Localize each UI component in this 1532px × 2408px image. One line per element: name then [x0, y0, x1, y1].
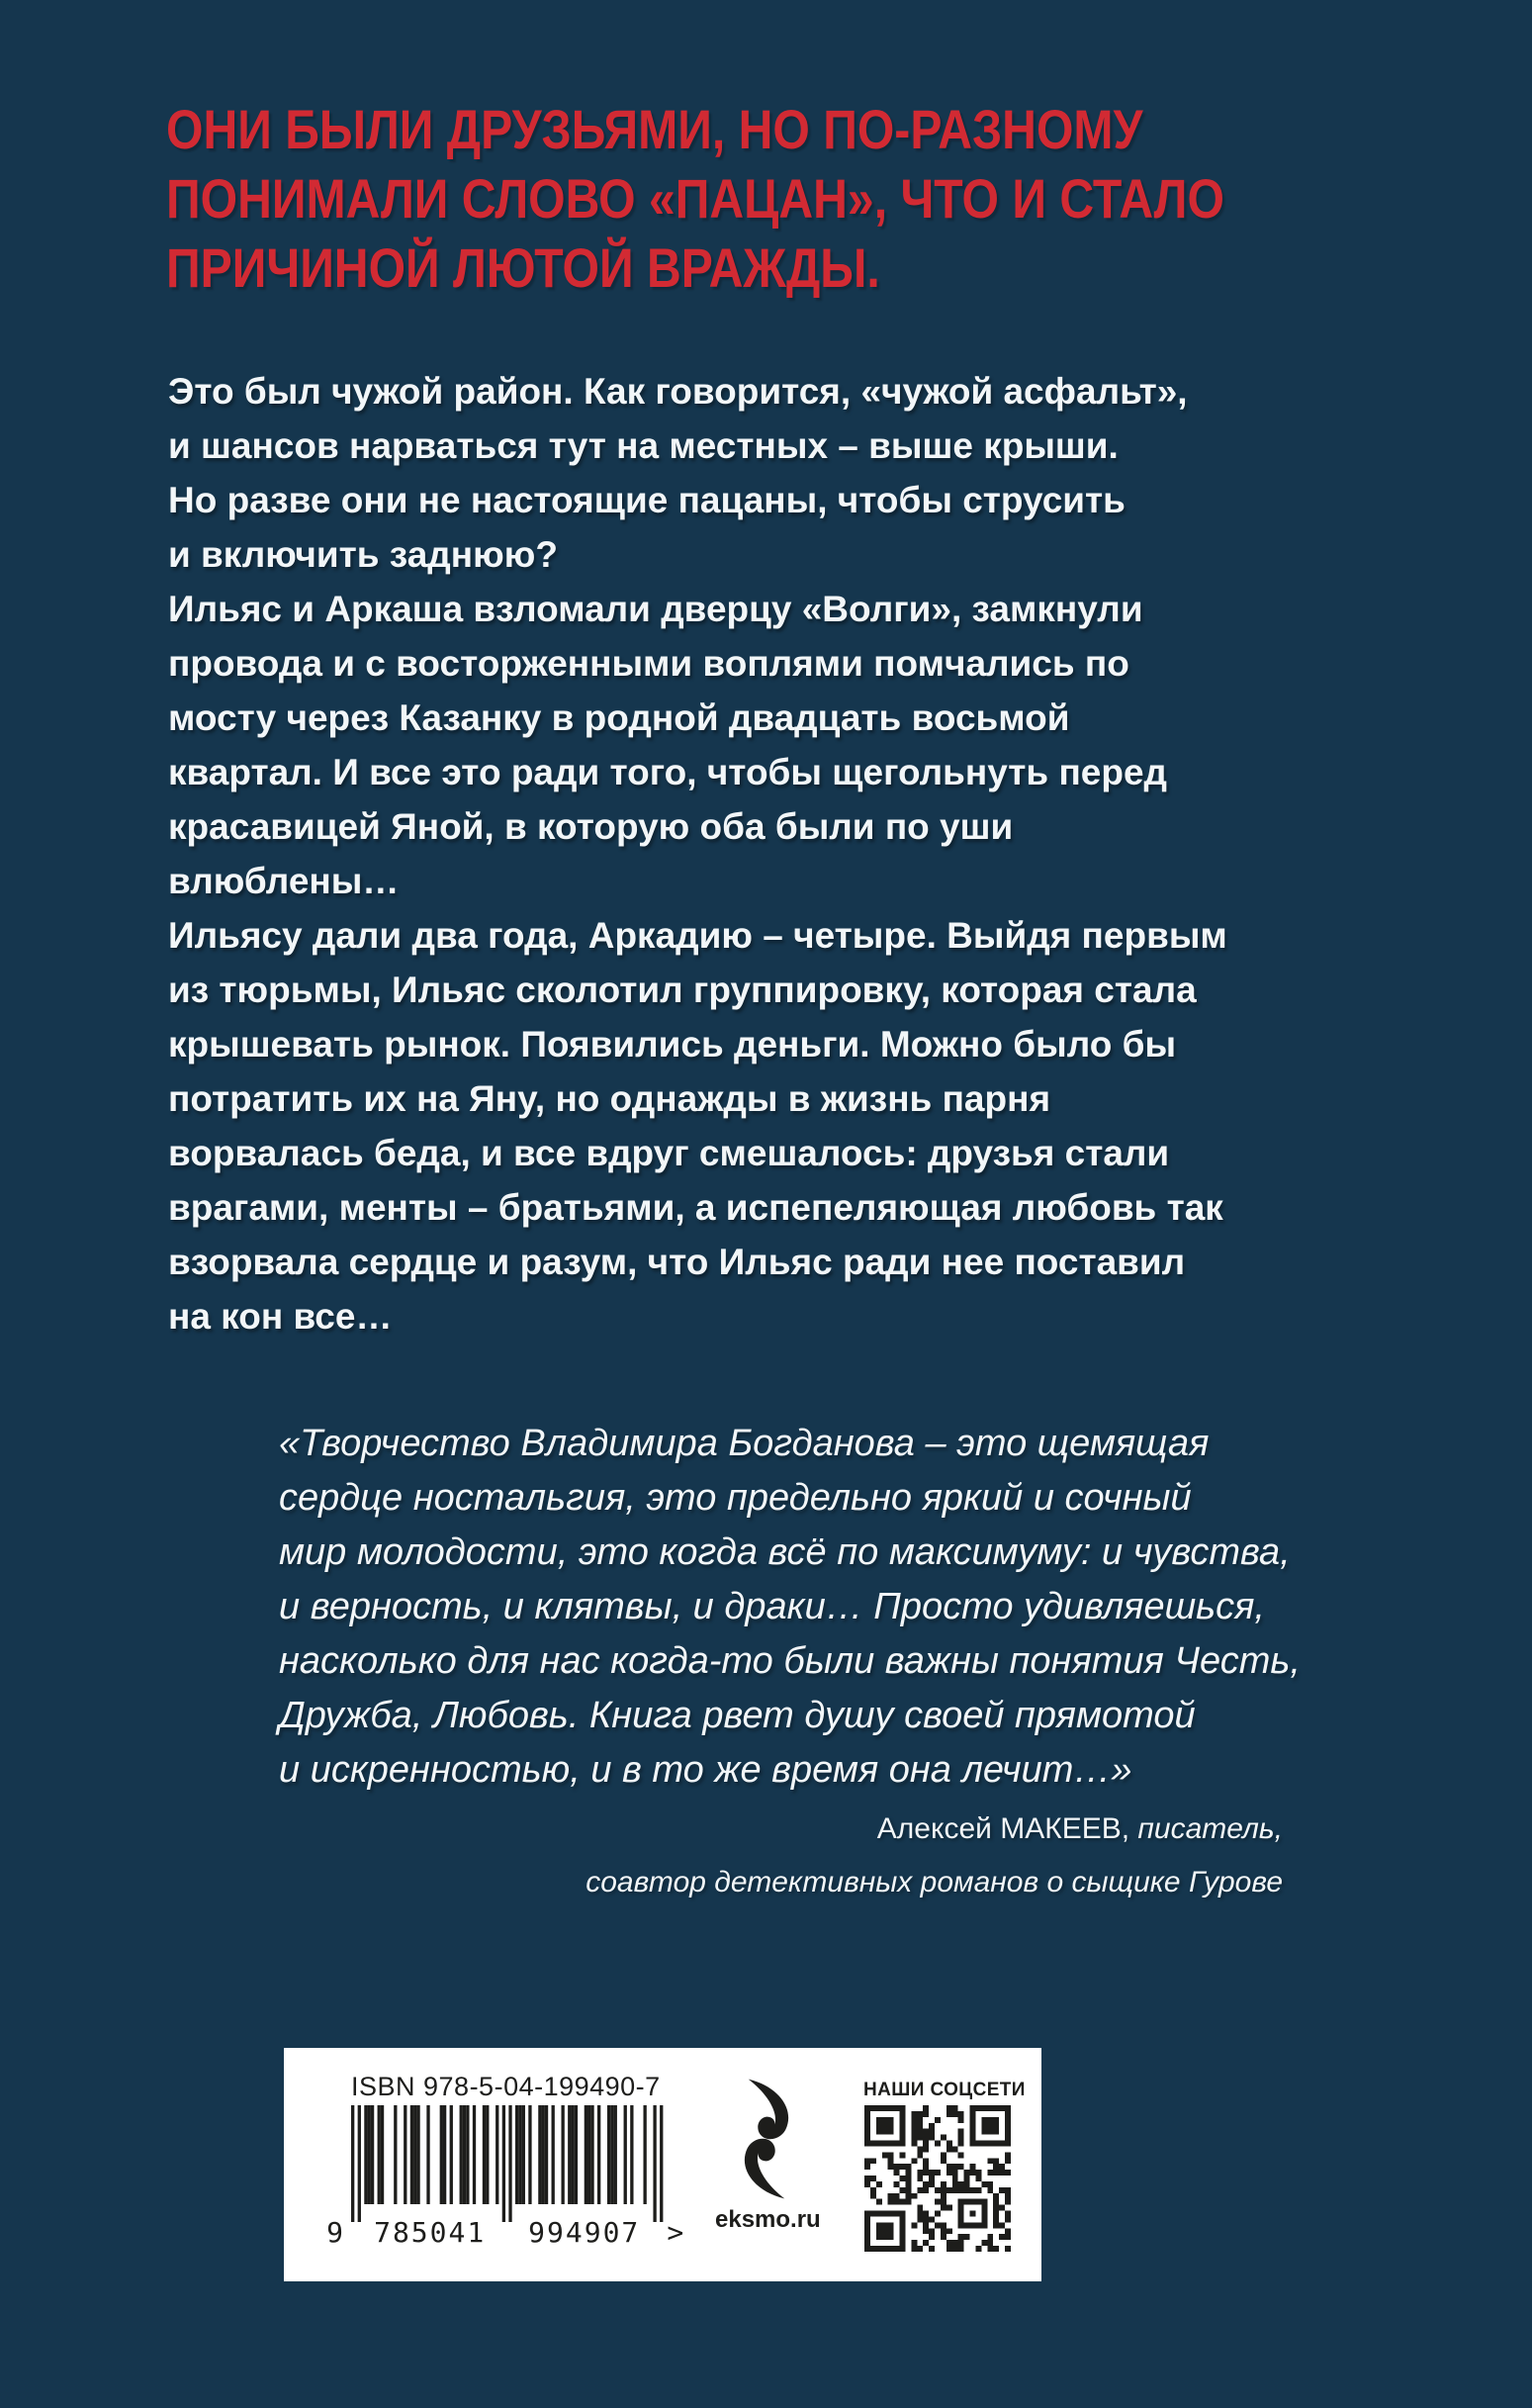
- review-quote: [279, 1417, 1301, 1798]
- review-quote-line: Дружба, Любовь. Книга рвет душу своей прямотой: [279, 1695, 1196, 1736]
- synopsis-line: на кон все…: [168, 1296, 393, 1337]
- synopsis: [168, 364, 1227, 1343]
- qr-code-icon: [864, 2105, 1011, 2252]
- synopsis-line: мосту через Казанку в родной двадцать восьмой: [168, 697, 1070, 738]
- synopsis-line: крышевать рынок. Появились деньги. Можно было бы: [168, 1024, 1177, 1065]
- synopsis-line: влюблены…: [168, 861, 400, 901]
- reviewer-description: соавтор детективных романов о сыщике Гурове: [586, 1866, 1283, 1899]
- reviewer-role: писатель,: [1137, 1812, 1283, 1845]
- synopsis-line: ворвалась беда, и все вдруг смешалось: друзья стали: [168, 1133, 1170, 1173]
- tagline-line: ОНИ БЫЛИ ДРУЗЬЯМИ, НО ПО-РАЗНОМУ: [166, 98, 1143, 160]
- synopsis-line: Ильясу дали два года, Аркадию – четыре. Выйдя первым: [168, 915, 1227, 956]
- svg-text:785041: 785041: [374, 2216, 487, 2246]
- synopsis-line: Ильяс и Аркаша взломали дверцу «Волги», замкнули: [168, 589, 1143, 629]
- synopsis-line: квартал. И все это ради того, чтобы щегольнуть перед: [168, 752, 1168, 792]
- review-quote-line: «Творчество Владимира Богданова – это щемящая: [279, 1423, 1210, 1464]
- publisher-logo-block: [715, 2076, 821, 2234]
- synopsis-line: Но разве они не настоящие пацаны, чтобы струсить: [168, 480, 1126, 520]
- synopsis-line: врагами, менты – братьями, а испепеляющая любовь так: [168, 1187, 1223, 1228]
- synopsis-line: и включить заднюю?: [168, 534, 558, 575]
- review-quote-line: и искренностью, и в то же время она лечит…»: [279, 1749, 1132, 1791]
- publisher-box: [284, 2048, 1041, 2281]
- review-quote-line: насколько для нас когда-то были важны понятия Честь,: [279, 1640, 1301, 1682]
- eksmo-logo-icon: [721, 2076, 812, 2202]
- svg-text:9: 9: [327, 2216, 345, 2246]
- review-quote-line: и верность, и клятвы, и драки… Просто удивляешься,: [279, 1586, 1265, 1627]
- review-quote-line: мир молодости, это когда всё по максимуму: и чувства,: [279, 1531, 1291, 1573]
- publisher-site: eksmo.ru: [715, 2206, 821, 2233]
- synopsis-line: из тюрьмы, Ильяс сколотил группировку, которая стала: [168, 970, 1197, 1010]
- tagline: [166, 95, 1224, 303]
- social-label: НАШИ СОЦСЕТИ: [863, 2080, 1026, 2100]
- synopsis-line: взорвала сердце и разум, что Ильяс ради нее поставил: [168, 1242, 1186, 1282]
- review-attribution: [586, 1803, 1283, 1909]
- isbn-label: ISBN 978-5-04-199490-7: [351, 2072, 661, 2101]
- reviewer-name: Алексей МАКЕЕВ,: [876, 1812, 1130, 1845]
- svg-text:994907: 994907: [528, 2216, 641, 2246]
- tagline-line: ПОНИМАЛИ СЛОВО «ПАЦАН», ЧТО И СТАЛО: [166, 167, 1224, 230]
- synopsis-line: Это был чужой район. Как говорится, «чужой асфальт»,: [168, 371, 1188, 412]
- tagline-line: ПРИЧИНОЙ ЛЮТОЙ ВРАЖДЫ.: [166, 236, 880, 299]
- synopsis-line: и шансов нарваться тут на местных – выше крыши.: [168, 425, 1119, 466]
- social-block: [863, 2080, 1026, 2252]
- svg-text:>: >: [667, 2216, 686, 2246]
- reviewer-line: [586, 1803, 1283, 1856]
- synopsis-line: провода и с восторженными воплями помчались по: [168, 643, 1129, 684]
- barcode: [327, 2105, 687, 2246]
- synopsis-line: красавицей Яной, в которую оба были по уши: [168, 806, 1014, 847]
- barcode-icon: [327, 2105, 687, 2246]
- review-quote-line: сердце ностальгия, это предельно яркий и сочный: [279, 1477, 1192, 1519]
- synopsis-line: потратить их на Яну, но однажды в жизнь парня: [168, 1078, 1051, 1119]
